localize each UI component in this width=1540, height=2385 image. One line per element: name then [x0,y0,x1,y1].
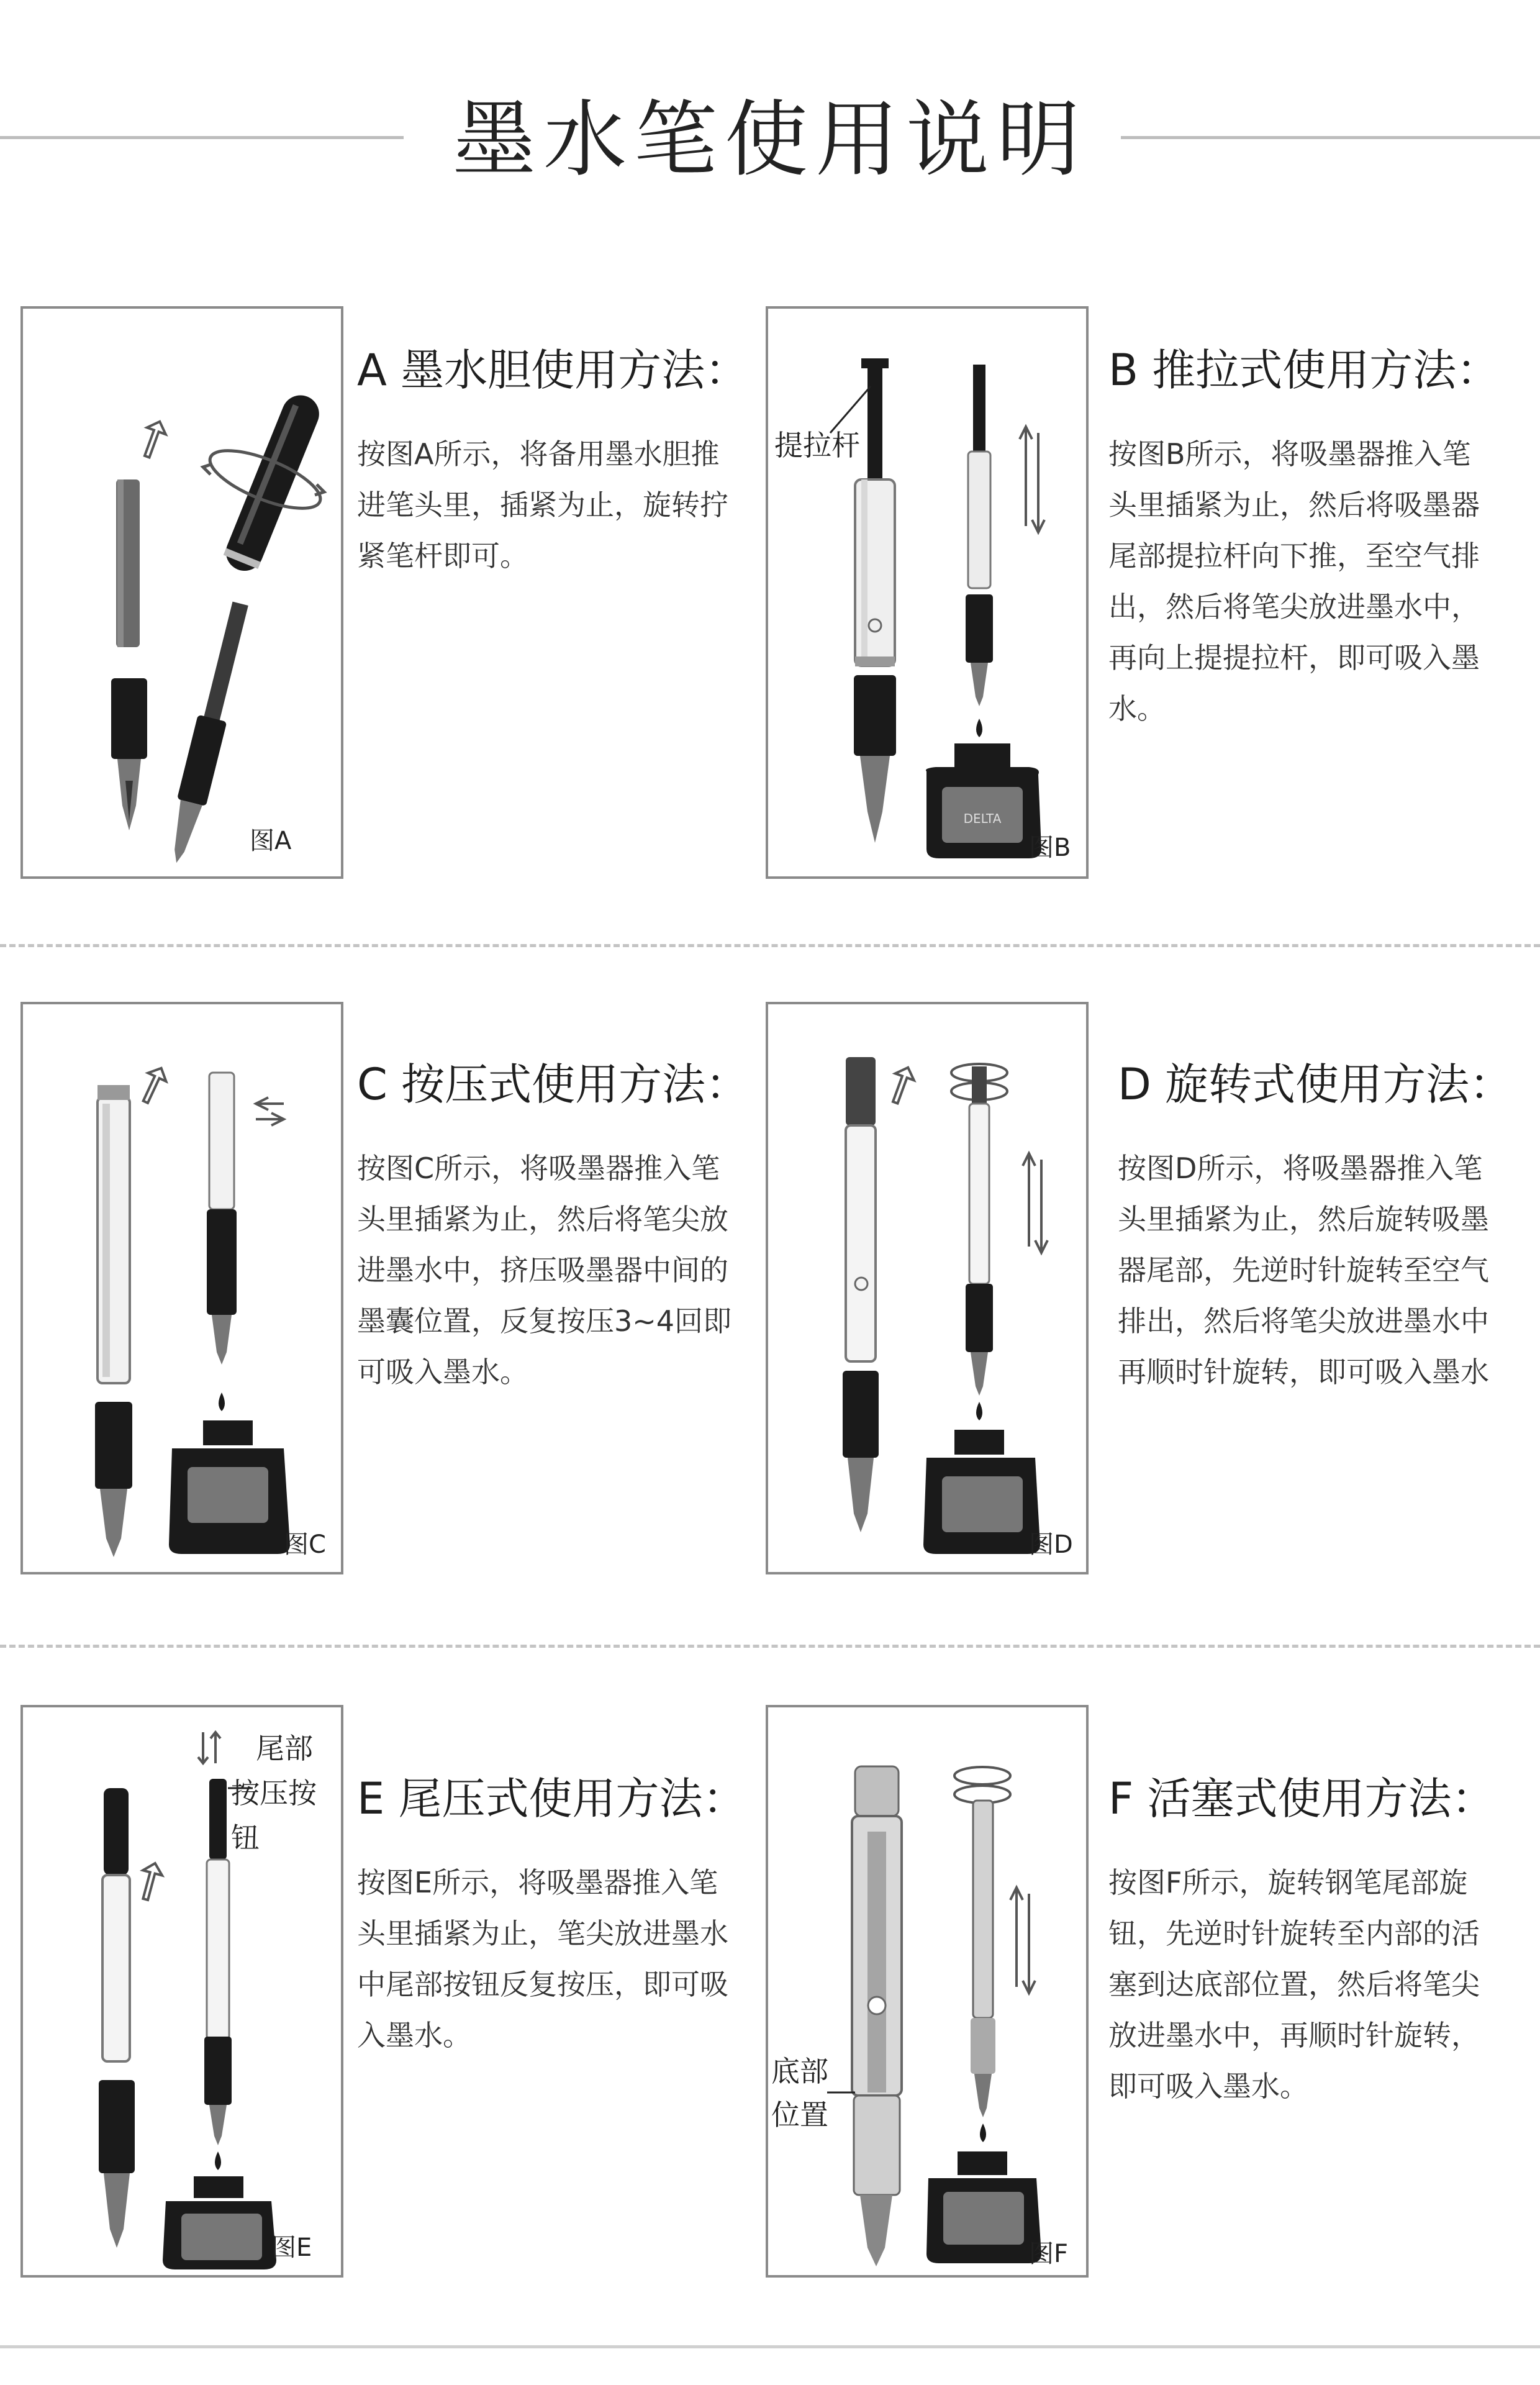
section-b-body: 按图B所示，将吸墨器推入笔头里插紧为止，然后将吸墨器尾部提拉杆向下推，至空气排出，然后将笔尖放进墨水中，再向上提提拉杆，即可吸入墨水。 [1108,437,1480,725]
section-c-body: 按图C所示，将吸墨器推入笔头里插紧为止，然后将笔尖放进墨水中，挤压吸墨器中间的墨囊位置，反复按压3~4回即可吸入墨水。 [357,1152,732,1389]
figure-f-callout-line1: 底部 [771,2055,828,2088]
figure-d-frame [766,1002,1089,1574]
figure-d-label: 图D [1029,1530,1073,1559]
figure-e-callout-line1: 尾部 [256,1732,313,1765]
section-f-heading: F 活塞式使用方法： [1108,1773,1495,1824]
section-a-heading: A 墨水胆使用方法： [357,345,749,396]
page-bottom-rule [0,2345,1540,2348]
section-divider [0,1645,1540,1648]
figure-a-label: 图A [250,827,292,855]
section-d-body: 按图D所示，将吸墨器推入笔头里插紧为止，然后旋转吸墨器尾部，先逆时针旋转至空气排出，然后将笔尖放进墨水中再顺时针旋转，即可吸入墨水 [1118,1152,1489,1389]
figure-f-frame [766,1705,1089,2278]
figure-c-label: 图C [284,1530,326,1559]
figure-b-callout: 提拉杆 [774,429,860,462]
section-e-heading: E 尾压式使用方法： [357,1773,746,1824]
figure-f-label: 图F [1029,2240,1069,2268]
bottle-brand: DELTA [963,811,1002,826]
figure-b-illustration [768,309,1086,876]
section-f-body: 按图F所示，旋转钢笔尾部旋钮，先逆时针旋转至内部的活塞到达底部位置，然后将笔尖放进墨水中，再顺时针旋转，即可吸入墨水。 [1108,1866,1480,2103]
figure-a-frame [20,306,343,879]
figure-c-illustration [23,1004,341,1572]
section-d-heading: D 旋转式使用方法： [1118,1059,1513,1110]
section-c-heading: C 按压式使用方法： [357,1059,750,1110]
figure-e-callout-line2: 按压按钮 [231,1776,317,1855]
figure-e-label: 图E [271,2233,312,2262]
figure-d-illustration [768,1004,1086,1572]
figure-f-callout-line2: 位置 [771,2098,828,2132]
figure-f-illustration [768,1707,1086,2275]
figure-a-illustration [23,309,341,876]
section-a-body: 按图A所示，将备用墨水胆推进笔头里，插紧为止，旋转拧紧笔杆即可。 [357,437,728,573]
figure-c-frame [20,1002,343,1574]
figure-b-frame [766,306,1089,879]
section-b-heading: B 推拉式使用方法： [1108,345,1500,396]
section-e-body: 按图E所示，将吸墨器推入笔头里插紧为止，笔尖放进墨水中尾部按钮反复按压，即可吸入墨水。 [357,1866,728,2052]
figure-e-frame [20,1705,343,2278]
figure-b-label: 图B [1029,834,1071,862]
page-title: 墨水笔使用说明 [452,91,1087,188]
section-divider [0,944,1540,947]
